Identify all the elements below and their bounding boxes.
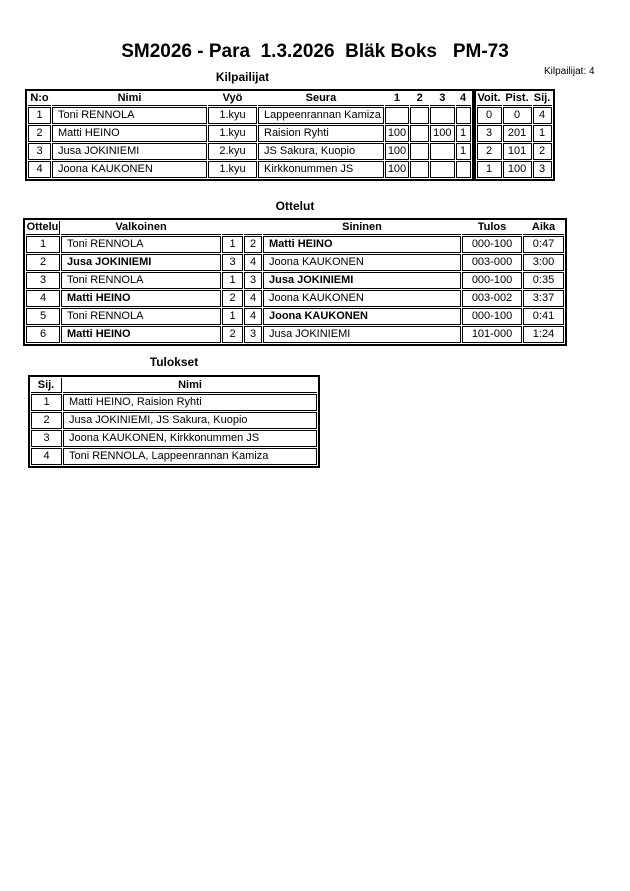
competitor-row [28, 125, 471, 142]
matches-section-title: Ottelut [275, 199, 315, 213]
col-header-name: Nimi [52, 92, 207, 106]
stats-row [477, 143, 552, 160]
blue-number: 4 [244, 254, 262, 271]
match-result: 000-100 [462, 236, 522, 253]
col-header-round2: 2 [410, 92, 429, 106]
white-competitor: Jusa JOKINIEMI [61, 254, 221, 271]
competitor-number: 3 [28, 143, 51, 160]
match-number: 6 [26, 326, 60, 343]
match-time: 0:41 [523, 308, 564, 325]
competitor-name-club: Toni RENNOLA, Lappeenrannan Kamiza [63, 448, 317, 465]
col-header-round3: 3 [430, 92, 454, 106]
blue-number: 3 [244, 272, 262, 289]
competitor-club: Lappeenrannan Kamiza [258, 107, 384, 124]
blue-competitor: Joona KAUKONEN [263, 308, 461, 325]
points: 101 [503, 143, 532, 160]
points: 0 [503, 107, 532, 124]
white-competitor: Toni RENNOLA [61, 236, 221, 253]
competitor-belt: 1.kyu [208, 161, 257, 178]
stats-row [477, 125, 552, 142]
match-number: 3 [26, 272, 60, 289]
col-header-blue-number [244, 221, 262, 235]
blue-competitor: Matti HEINO [263, 236, 461, 253]
match-result: 003-002 [462, 290, 522, 307]
competitor-number: 4 [28, 161, 51, 178]
competitors-table-group [25, 89, 555, 181]
placement: 3 [533, 161, 552, 178]
white-competitor: Matti HEINO [61, 290, 221, 307]
competitor-name: Joona KAUKONEN [52, 161, 207, 178]
col-header-place: Sij. [533, 92, 551, 104]
wins: 0 [477, 107, 502, 124]
placement: 2 [31, 412, 62, 429]
competitor-number: 2 [28, 125, 51, 142]
competitor-row [28, 161, 471, 178]
col-header-match: Ottelu [26, 221, 59, 233]
match-row [26, 272, 564, 289]
round2-score [410, 161, 429, 178]
round4-score: 1 [456, 125, 471, 142]
blue-competitor: Jusa JOKINIEMI [263, 272, 461, 289]
matches-table-header [26, 221, 564, 235]
competitor-belt: 2.kyu [208, 143, 257, 160]
wins: 2 [477, 143, 502, 160]
round4-score: 1 [456, 143, 471, 160]
placement: 2 [533, 143, 552, 160]
col-header-wins: Voit. [477, 92, 501, 104]
col-header-club: Seura [258, 92, 384, 106]
match-row [26, 308, 564, 325]
white-number: 3 [222, 254, 243, 271]
competitor-row [28, 107, 471, 124]
blue-number: 4 [244, 308, 262, 325]
round1-score [385, 107, 409, 124]
match-result: 000-100 [462, 308, 522, 325]
match-result: 000-100 [462, 272, 522, 289]
round4-score [456, 107, 471, 124]
result-row [31, 448, 317, 465]
result-row [31, 430, 317, 447]
match-time: 0:47 [523, 236, 564, 253]
round3-score [430, 107, 454, 124]
header-row [31, 378, 317, 393]
match-result: 101-000 [462, 326, 522, 343]
competitors-table [25, 89, 474, 181]
header-row [26, 221, 564, 235]
match-number: 2 [26, 254, 60, 271]
white-number: 1 [222, 272, 243, 289]
col-header-white-number [222, 221, 243, 235]
placement: 4 [533, 107, 552, 124]
col-header-blue: Sininen [263, 221, 461, 235]
competitor-name: Toni RENNOLA [52, 107, 207, 124]
round4-score [456, 161, 471, 178]
white-competitor: Toni RENNOLA [61, 308, 221, 325]
col-header-time: Aika [523, 221, 564, 235]
round1-score: 100 [385, 143, 409, 160]
competitors-section-title: Kilpailijat [215, 70, 270, 84]
white-number: 2 [222, 326, 243, 343]
round3-score [430, 143, 454, 160]
result-row [31, 394, 317, 411]
points: 201 [503, 125, 532, 142]
white-competitor: Toni RENNOLA [61, 272, 221, 289]
col-header-place: Sij. [31, 378, 62, 393]
col-header-round4: 4 [456, 92, 471, 106]
match-number: 1 [26, 236, 60, 253]
placement: 1 [31, 394, 62, 411]
white-number: 1 [222, 236, 243, 253]
match-time: 3:37 [523, 290, 564, 307]
competitor-row [28, 143, 471, 160]
col-header-result: Tulos [462, 221, 522, 235]
round1-score: 100 [385, 125, 409, 142]
match-row [26, 236, 564, 253]
match-number: 4 [26, 290, 60, 307]
col-header-white: Valkoinen [61, 221, 221, 235]
competitor-number: 1 [28, 107, 51, 124]
matches-table [23, 218, 567, 346]
col-header-belt: Vyö [208, 92, 257, 106]
match-number: 5 [26, 308, 60, 325]
col-header-name: Nimi [63, 378, 317, 393]
header-row [477, 92, 552, 106]
competitor-name: Jusa JOKINIEMI [52, 143, 207, 160]
blue-competitor: Joona KAUKONEN [263, 254, 461, 271]
page-title: SM2026 - Para 1.3.2026 Bläk Boks PM-73 [121, 41, 509, 62]
blue-number: 3 [244, 326, 262, 343]
match-result: 003-000 [462, 254, 522, 271]
round1-score: 100 [385, 161, 409, 178]
results-table [28, 375, 320, 468]
competitors-stats-table [474, 89, 555, 181]
stats-table-header [477, 92, 552, 106]
round2-score [410, 143, 429, 160]
round2-score [410, 107, 429, 124]
round2-score [410, 125, 429, 142]
placement: 4 [31, 448, 62, 465]
white-number: 1 [222, 308, 243, 325]
competitor-name-club: Matti HEINO, Raision Ryhti [63, 394, 317, 411]
wins: 1 [477, 161, 502, 178]
competitors-table-header [28, 92, 471, 106]
match-time: 0:35 [523, 272, 564, 289]
stats-row [477, 161, 552, 178]
competitor-club: JS Sakura, Kuopio [258, 143, 384, 160]
blue-competitor: Jusa JOKINIEMI [263, 326, 461, 343]
competitor-club: Kirkkonummen JS [258, 161, 384, 178]
results-table-header [31, 378, 317, 393]
results-section-title: Tulokset [149, 355, 199, 369]
competitor-count-label: Kilpailijat: 4 [544, 66, 595, 77]
match-row [26, 326, 564, 343]
match-time: 3:00 [523, 254, 564, 271]
match-row [26, 290, 564, 307]
placement: 1 [533, 125, 552, 142]
stats-row [477, 107, 552, 124]
white-number: 2 [222, 290, 243, 307]
blue-competitor: Joona KAUKONEN [263, 290, 461, 307]
match-row [26, 254, 564, 271]
col-header-round1: 1 [385, 92, 409, 106]
competitor-club: Raision Ryhti [258, 125, 384, 142]
white-competitor: Matti HEINO [61, 326, 221, 343]
col-header-number: N:o [28, 92, 51, 106]
match-time: 1:24 [523, 326, 564, 343]
round3-score: 100 [430, 125, 454, 142]
competitor-name: Matti HEINO [52, 125, 207, 142]
placement: 3 [31, 430, 62, 447]
round3-score [430, 161, 454, 178]
competitor-name-club: Jusa JOKINIEMI, JS Sakura, Kuopio [63, 412, 317, 429]
result-row [31, 412, 317, 429]
competitor-belt: 1.kyu [208, 125, 257, 142]
header-row [28, 92, 471, 106]
blue-number: 4 [244, 290, 262, 307]
competitor-name-club: Joona KAUKONEN, Kirkkonummen JS [63, 430, 317, 447]
col-header-points: Pist. [503, 92, 532, 106]
blue-number: 2 [244, 236, 262, 253]
competitor-belt: 1.kyu [208, 107, 257, 124]
wins: 3 [477, 125, 502, 142]
points: 100 [503, 161, 532, 178]
